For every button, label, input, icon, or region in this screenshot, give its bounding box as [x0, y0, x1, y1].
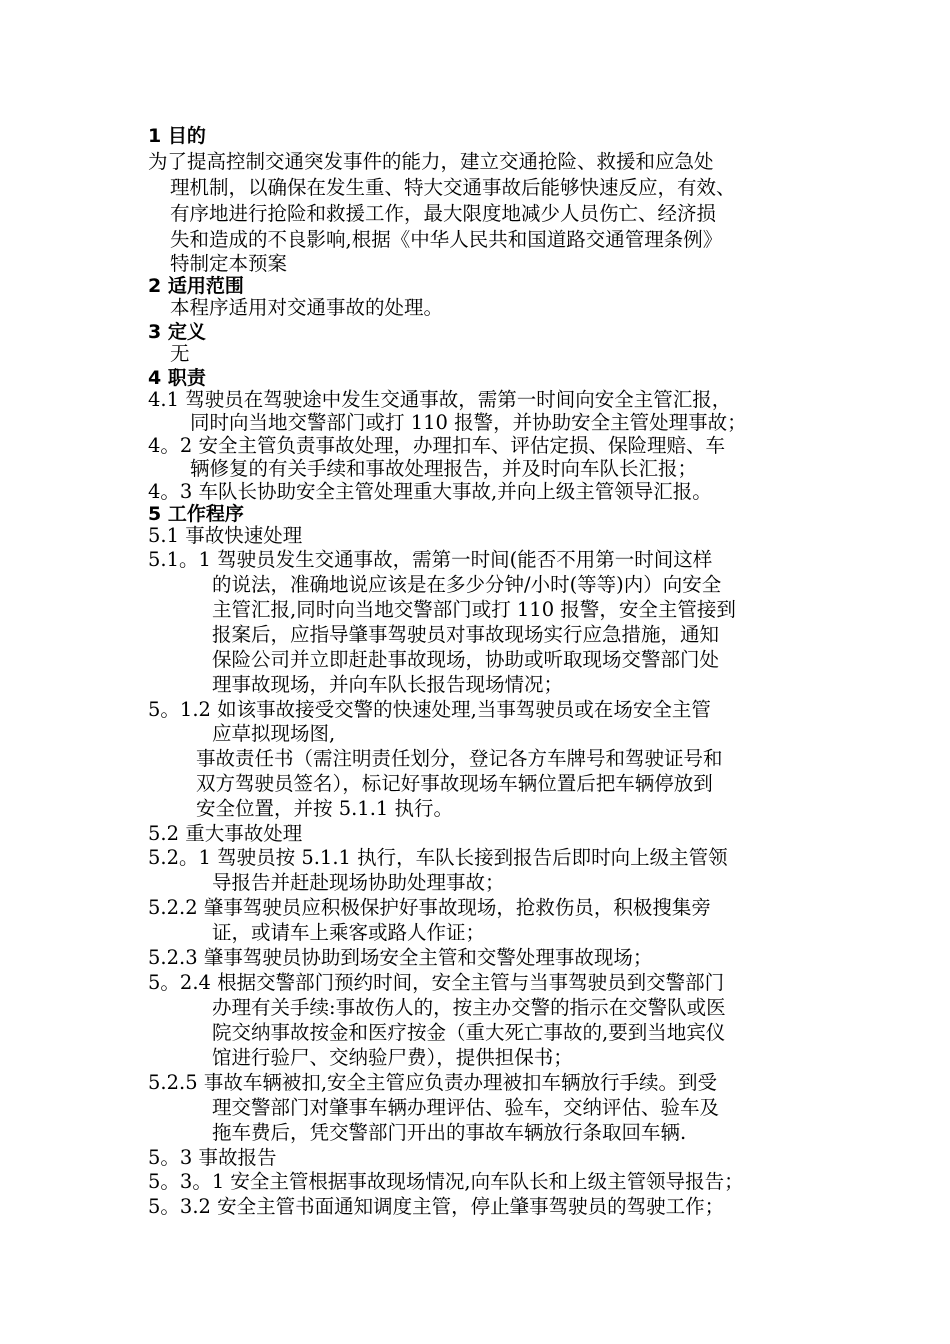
text-line: 双方驾驶员签名），标记好事故现场车辆位置后把车辆停放到: [196, 772, 713, 795]
text-line: 特制定本预案: [170, 252, 288, 275]
subsection-heading: 5.1 事故快速处理: [148, 524, 303, 547]
text-line: 有序地进行抢险和救援工作，最大限度地减少人员伤亡、经济损: [170, 202, 717, 225]
text-line: 辆修复的有关手续和事故处理报告，并及时向车队长汇报；: [190, 457, 698, 480]
text-line: 的说法，准确地说应该是在多少分钟/小时(等等)内）向安全: [212, 573, 722, 596]
text-line: 5。1.2 如该事故接受交警的快速处理,当事驾驶员或在场安全主管: [148, 698, 711, 721]
text-line: 报案后，应指导肇事驾驶员对事故现场实行应急措施，通知: [212, 623, 720, 646]
text-line: 5.2.5 事故车辆被扣,安全主管应负责办理被扣车辆放行手续。到受: [148, 1071, 718, 1094]
text-line: 主管汇报,同时向当地交警部门或打 110 报警，安全主管接到: [212, 598, 736, 621]
section-heading-responsibilities: 4 职责: [148, 367, 206, 389]
text-line: 本程序适用对交通事故的处理。: [170, 296, 444, 319]
subsection-heading: 5。3 事故报告: [148, 1146, 277, 1169]
text-line: 4。2 安全主管负责事故处理，办理扣车、评估定损、保险理赔、车: [148, 434, 726, 457]
text-line: 为了提高控制交通突发事件的能力，建立交通抢险、救援和应急处: [148, 150, 714, 173]
text-line: 5。3。1 安全主管根据事故现场情况,向车队长和上级主管领导报告；: [148, 1170, 744, 1193]
text-line: 理事故现场，并向车队长报告现场情况；: [212, 673, 564, 696]
text-line: 导报告并赶赴现场协助处理事故；: [212, 871, 505, 894]
text-line: 院交纳事故按金和医疗按金（重大死亡事故的,要到当地宾仪: [212, 1021, 726, 1044]
text-line: 证，或请车上乘客或路人作证；: [212, 921, 486, 944]
text-line: 5.2.2 肇事驾驶员应积极保护好事故现场，抢救伤员，积极搜集旁: [148, 896, 711, 919]
section-heading-procedure: 5 工作程序: [148, 503, 244, 525]
text-line: 理机制，以确保在发生重、特大交通事故后能够快速反应，有效、: [170, 176, 736, 199]
text-line: 拖车费后，凭交警部门开出的事故车辆放行条取回车辆.: [212, 1121, 687, 1144]
text-line: 应草拟现场图,: [212, 722, 336, 745]
text-line: 事故责任书（需注明责任划分，登记各方车牌号和驾驶证号和: [196, 747, 723, 770]
text-line: 4.1 驾驶员在驾驶途中发生交通事故，需第一时间向安全主管汇报，: [148, 388, 732, 411]
text-line: 保险公司并立即赶赴事故现场，协助或听取现场交警部门处: [212, 648, 720, 671]
subsection-heading: 5.2 重大事故处理: [148, 822, 303, 845]
text-line: 同时向当地交警部门或打 110 报警，并协助安全主管处理事故；: [190, 411, 747, 434]
section-heading-definition: 3 定义: [148, 321, 206, 343]
text-line: 办理有关手续:事故伤人的，按主办交警的指示在交警队或医: [212, 996, 726, 1019]
text-line: 5.1。1 驾驶员发生交通事故，需第一时间(能否不用第一时间这样: [148, 548, 713, 571]
text-line: 5。2.4 根据交警部门预约时间，安全主管与当事驾驶员到交警部门: [148, 971, 725, 994]
section-heading-scope: 2 适用范围: [148, 275, 244, 297]
text-line: 失和造成的不良影响,根据《中华人民共和国道路交通管理条例》: [170, 228, 723, 251]
section-heading-purpose: 1 目的: [148, 125, 206, 147]
text-line: 无: [170, 342, 190, 365]
text-line: 安全位置，并按 5.1.1 执行。: [196, 797, 454, 820]
text-line: 理交警部门对肇事车辆办理评估、验车，交纳评估、验车及: [212, 1096, 720, 1119]
text-line: 5.2。1 驾驶员按 5.1.1 执行，车队长接到报告后即时向上级主管领: [148, 846, 728, 869]
text-line: 4。3 车队长协助安全主管处理重大事故,并向上级主管领导汇报。: [148, 480, 712, 503]
text-line: 5.2.3 肇事驾驶员协助到场安全主管和交警处理事故现场；: [148, 946, 653, 969]
text-line: 馆进行验尸、交纳验尸费），提供担保书；: [212, 1046, 573, 1069]
text-line: 5。3.2 安全主管书面通知调度主管，停止肇事驾驶员的驾驶工作；: [148, 1195, 725, 1218]
